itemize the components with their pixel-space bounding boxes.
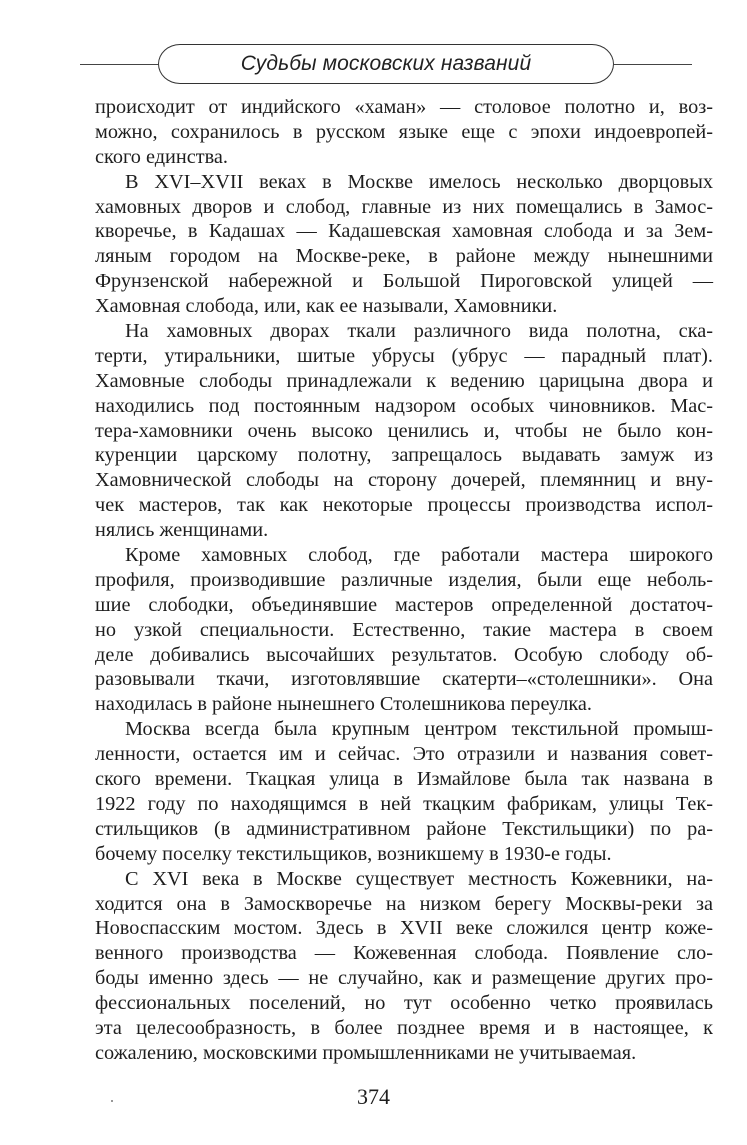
text-line: ляным городом на Москве-реке, в районе между нынешними bbox=[95, 245, 713, 268]
paragraph bbox=[95, 543, 713, 717]
text-line: боды именно здесь — не случайно, как и размещение других про- bbox=[95, 967, 713, 990]
text-line: ходится она в Замоскворечье на низком берегу Москвы-реки за bbox=[95, 892, 713, 915]
text-line: тера-хамовники очень высоко ценились и, чтобы не было кон- bbox=[95, 419, 713, 442]
text-line: находилась в районе нынешнего Столешникова переулка. bbox=[95, 693, 592, 716]
running-header-title: Судьбы московских названий bbox=[240, 52, 532, 75]
paragraph bbox=[95, 867, 713, 1066]
text-line: Фрунзенской набережной и Большой Пироговской улицей — bbox=[95, 270, 713, 293]
paragraph bbox=[95, 717, 713, 866]
header-rule-right bbox=[614, 64, 692, 65]
text-line: венного производства — Кожевенная слобода. Появление сло- bbox=[95, 942, 713, 965]
text-line: стильщиков (в административном районе Текстильщики) по ра- bbox=[95, 817, 713, 840]
text-line: чек мастеров, так как некоторые процессы производства испол- bbox=[95, 494, 713, 517]
text-line: С XVI века в Москве существует местность Кожевники, на- bbox=[125, 867, 713, 890]
body-text bbox=[95, 95, 713, 1066]
text-line: Кроме хамовных слобод, где работали мастера широкого bbox=[125, 544, 713, 567]
running-header bbox=[158, 44, 614, 84]
text-line: Хамовнической слободы на сторону дочерей, племянниц и вну- bbox=[95, 469, 713, 492]
text-line: куренции царскому полотну, запрещалось выдавать замуж из bbox=[95, 444, 713, 467]
header-rule-left bbox=[80, 64, 158, 65]
text-line: терти, утиральники, шитые убрусы (убрус — парадный плат). bbox=[95, 344, 713, 367]
text-line: Москва всегда была крупным центром текстильной промыш- bbox=[125, 718, 713, 741]
text-line: эта целесообразность, в более позднее время и в настоящее, к bbox=[95, 1016, 713, 1039]
text-line: На хамовных дворах ткали различного вида полотна, ска- bbox=[125, 320, 713, 343]
text-line: хамовных дворов и слобод, главные из них помещались в Замос- bbox=[95, 195, 713, 218]
text-line: ского единства. bbox=[95, 145, 228, 168]
text-line: ленности, остается им и сейчас. Это отразили и названия совет- bbox=[95, 743, 713, 766]
text-line: происходит от индийского «хаман» — столовое полотно и, воз- bbox=[95, 96, 713, 118]
text-line: сожалению, московскими промышленниками не учитываемая. bbox=[95, 1041, 637, 1064]
page-number: 374 bbox=[357, 1084, 390, 1109]
text-line: можно, сохранилось в русском языке еще с эпохи индоевропей- bbox=[95, 120, 713, 143]
text-line: В XVI–XVII веках в Москве имелось несколько дворцовых bbox=[125, 170, 713, 193]
text-line: фессиональных поселений, но тут особенно четко проявилась bbox=[95, 992, 713, 1015]
text-line: Хамовные слободы принадлежали к ведению царицына двора и bbox=[95, 369, 713, 392]
text-line: шие слободки, объединявшие мастеров определенной достаточ- bbox=[95, 593, 713, 616]
text-line: разовывали ткачи, изготовлявшие скатерти–«столешники». Она bbox=[95, 668, 713, 691]
text-line: Новоспасским мостом. Здесь в XVII веке сложился центр коже- bbox=[95, 917, 713, 940]
text-line: находились под постоянным надзором особых чиновников. Мас- bbox=[95, 394, 713, 417]
paragraph bbox=[95, 95, 713, 170]
paragraph bbox=[95, 170, 713, 319]
text-line: но узкой специальности. Естественно, такие мастера в своем bbox=[95, 618, 713, 641]
text-line: профиля, производившие различные изделия, были еще неболь- bbox=[95, 568, 713, 591]
text-line: ского времени. Ткацкая улица в Измайлове была так названа в bbox=[95, 768, 713, 791]
paragraph bbox=[95, 319, 713, 543]
text-line: нялись женщинами. bbox=[95, 519, 269, 542]
text-line: кворечье, в Кадашах — Кадашевская хамовная слобода и за Зем- bbox=[95, 220, 713, 243]
text-line: 1922 году по находящимся в ней ткацким фабрикам, улицы Тек- bbox=[95, 792, 713, 815]
text-line: бочему поселку текстильщиков, возникшему в 1930-е годы. bbox=[95, 842, 612, 865]
text-line: Хамовная слобода, или, как ее называли, Хамовники. bbox=[95, 295, 558, 318]
text-line: деле добивались высочайших результатов. Особую слободу об- bbox=[95, 643, 713, 666]
